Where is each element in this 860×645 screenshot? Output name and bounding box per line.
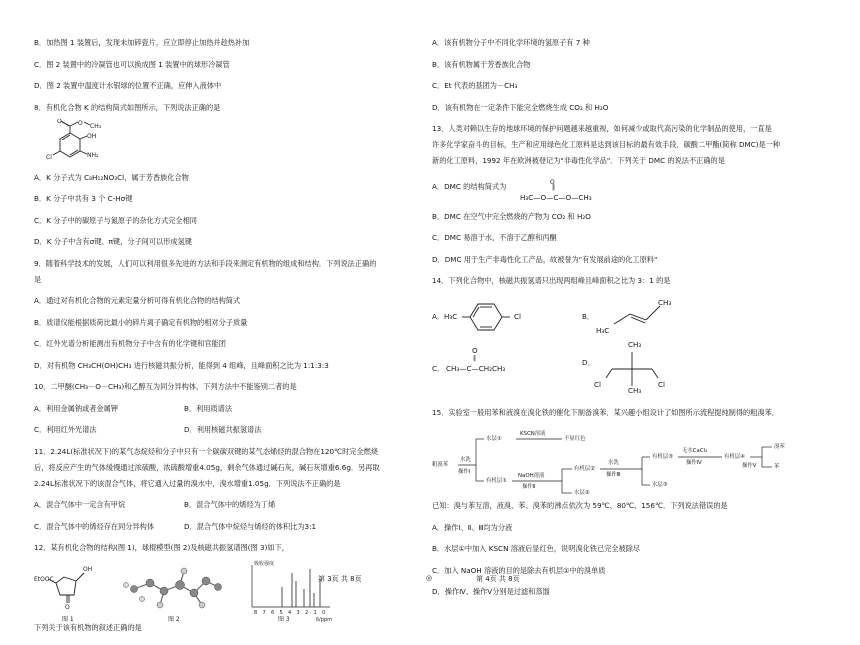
option-line: D．操作Ⅳ、操作Ⅴ分别是过滤和蒸馏 bbox=[432, 587, 550, 596]
q15-flowchart bbox=[432, 429, 822, 501]
flow-op5: 操作Ⅴ bbox=[742, 463, 757, 469]
q14c-double-bond: ‖ bbox=[473, 354, 476, 362]
figure-3-nmr-spectrum bbox=[252, 565, 330, 607]
figure-1-caption: 图 1 bbox=[62, 616, 74, 623]
flow-organic-1: 有机层① bbox=[486, 478, 508, 484]
option-line: B．该有机物属于芳香族化合物 bbox=[432, 59, 531, 69]
option-line: A．操作Ⅰ、Ⅱ、Ⅲ均为分液 bbox=[432, 522, 513, 532]
option-line: D．图 2 装置中温度计水银球的位置不正确，应伸入液体中 bbox=[34, 81, 222, 90]
option-line: B．DMC 在空气中完全燃烧的产物为 CO₂ 和 H₂O bbox=[432, 211, 591, 221]
q14c-formula: CH₃—C—CH₂CH₃ bbox=[446, 363, 506, 373]
option-d: D． bbox=[582, 357, 595, 367]
right-column bbox=[432, 38, 822, 609]
methyl: CH₃ bbox=[90, 122, 102, 130]
flow-wash2: 水洗 bbox=[608, 460, 619, 466]
option-line: B．加热图 1 装置后，发现未加碎瓷片，应立即停止加热并趁热补加 bbox=[34, 38, 250, 47]
option-line: B．K 分子中共有 3 个 C-Hσ键 bbox=[34, 194, 133, 203]
known-info: 已知：溴与苯互溶，液溴、苯、溴苯的沸点依次为 59℃、80℃、156℃．下列说法错误的是 bbox=[432, 501, 728, 510]
benzene-ring bbox=[462, 300, 518, 334]
option-line: A．该有机物分子中不同化学环境的氢原子有 7 种 bbox=[432, 38, 590, 47]
question-15: 15．实验室一般用苯和液溴在溴化铁的催化下制备溴苯．某兴趣小组设计了如图所示流程提纯制得的粗溴苯． bbox=[432, 407, 779, 417]
option-line: C．DMC 易溶于水，不溶于乙醇和丙酮 bbox=[432, 233, 557, 242]
amino: NH₂ bbox=[87, 151, 99, 159]
option-line: C．加入 NaOH 溶液的目的是除去有机层①中的溴单质 bbox=[432, 565, 606, 575]
question-9: 9．随着科学技术的发展，人们可以利用很多先进的方法和手段来测定有机物的组成和结构．下列说法正确的 bbox=[34, 258, 377, 268]
nmr-tick-label: 6 bbox=[271, 610, 275, 616]
question-12-tail: 下列关于该有机物的叙述正确的是 bbox=[34, 623, 142, 632]
option-line: D．对有机物 CH₃CH(OH)CH₃ 进行核磁共振分析，能得到 4 组峰，且峰面积之比为 1:1:3:3 bbox=[34, 360, 329, 370]
left-column bbox=[34, 38, 394, 645]
figure-3-ylabel: 吸收强度 bbox=[254, 561, 275, 567]
option-c: C． bbox=[432, 363, 445, 373]
question-11: 11．2.24L(标准状况下)的某气态烷烃和分子中只有一个碳碳双键的某气态烯烃的混合物在120℃时完全燃烧 bbox=[34, 446, 379, 456]
flow-naoh: NaOH溶液 bbox=[518, 473, 545, 479]
option-line: C．图 2 装置中的冷凝管也可以换成图 1 装置中的球形冷凝管 bbox=[34, 59, 230, 69]
option-line: B．质谱仪能根据质荷比最小的碎片离子确定有机物的相对分子质量 bbox=[34, 317, 248, 327]
flow-end-1: 溴苯 bbox=[774, 444, 785, 450]
ester-o: O bbox=[78, 119, 83, 127]
q14-cd-row bbox=[432, 339, 822, 395]
footer-divider: ◎ bbox=[426, 574, 433, 582]
question-11-line2: 后，将反应产生的气体缓慢通过浓硫酸，浓硫酸增重4.05g，剩余气体通过碱石灰，碱石灰增重6.6g．另再取 bbox=[34, 462, 380, 472]
option-line: B．水层①中加入 KSCN 溶液后显红色，说明溴化铁已完全被除尽 bbox=[432, 544, 641, 553]
q14d-chloro-left: Cl bbox=[594, 379, 602, 389]
q14b-methyl-bottom: H₃C bbox=[596, 325, 610, 335]
page-number-right: 第 4页 共 8页 bbox=[476, 575, 520, 583]
option-a: A．混合气体中一定含有甲烷 bbox=[34, 500, 126, 509]
flow-op1: 水洗 bbox=[460, 457, 471, 463]
options-row bbox=[34, 500, 394, 510]
question-12-figures bbox=[34, 559, 334, 623]
flow-water-3: 水层③ bbox=[652, 482, 668, 488]
option-line: C．K 分子中的碳原子与氮原子的杂化方式完全相同 bbox=[34, 215, 197, 225]
figure-3-caption: 图 3 bbox=[278, 616, 290, 623]
option-a-row bbox=[432, 178, 822, 206]
fig1-etooc: EtOOC bbox=[34, 576, 54, 583]
option-d: D．利用核磁共振氢谱法 bbox=[184, 425, 262, 434]
option-line: C．Et 代表的基团为－CH₃ bbox=[432, 81, 518, 90]
nmr-tick-label: 4 bbox=[288, 610, 292, 616]
nmr-tick-label: 5 bbox=[279, 610, 283, 616]
flow-organic-4: 有机层④ bbox=[724, 454, 746, 460]
hydroxyl: OH bbox=[87, 132, 97, 140]
nmr-tick-label: 3 bbox=[296, 610, 300, 616]
flow-op3: 操作Ⅲ bbox=[606, 472, 621, 478]
flow-red: 不显红色 bbox=[564, 436, 586, 442]
option-line: A．K 分子式为 C₈H₁₂NO₃Cl，属于芳香族化合物 bbox=[34, 172, 189, 182]
question-13-line3: 新的化工原料，1992 年在欧洲被登记为"非毒性化学品"．下列关于 DMC 的说法不正确的是 bbox=[432, 156, 725, 165]
option-a: A．DMC 的结构简式为 bbox=[432, 181, 507, 191]
nmr-tick-label: 0 bbox=[322, 610, 326, 616]
figure-2-model bbox=[134, 571, 218, 605]
question-11-line3: 2.24L标准状况下的该混合气体，将它通入过量的溴水中，溴水增重1.05g．下列说法不正确的是 bbox=[34, 478, 341, 488]
q14a-methyl: H₃C bbox=[444, 311, 458, 321]
figure-3-xunit: δ/ppm bbox=[316, 617, 332, 623]
option-a: A． bbox=[432, 311, 445, 321]
dmc-formula: H₃C—O—C—O—CH₃ bbox=[520, 192, 592, 202]
page-number-left: 第 3页 共 8页 bbox=[318, 575, 362, 583]
carbonyl-o: O bbox=[57, 118, 62, 125]
options-row bbox=[34, 425, 394, 435]
option-line: D．该有机物在一定条件下能完全燃烧生成 CO₂ 和 H₂O bbox=[432, 102, 609, 112]
q14c-carbonyl-o: O bbox=[472, 345, 478, 355]
nmr-tick-label: 2 bbox=[305, 610, 309, 616]
question-8: 8．有机化合物 K 的结构简式如图所示，下列说法正确的是 bbox=[34, 102, 221, 112]
flow-water-2: 水层② bbox=[574, 490, 590, 496]
flow-cacl2: 无水CaCl₂ bbox=[682, 448, 708, 454]
option-a: A．利用金属钠或者金属钾 bbox=[34, 403, 118, 413]
q14d-methyl-bottom: CH₃ bbox=[628, 385, 642, 395]
options-row bbox=[34, 522, 394, 532]
question-14: 14．下列化合物中，核磁共振氢谱只出现两组峰且峰面积之比为 3：1 的是 bbox=[432, 276, 671, 285]
option-line: D．DMC 用于生产非毒性化工产品，故被誉为"有发展前途的化工原料" bbox=[432, 254, 658, 264]
flow-op2: 操作Ⅱ bbox=[522, 484, 536, 490]
fig1-o: O bbox=[65, 604, 70, 611]
nmr-tick-label: 1 bbox=[313, 610, 317, 616]
dmc-double-bond: ‖ bbox=[552, 183, 555, 191]
options-row bbox=[34, 404, 394, 414]
option-c: C．利用红外光谱法 bbox=[34, 425, 97, 434]
question-13-line2: 许多化学家奋斗的目标，生产和应用绿色化工原料是达到该目标的最有效手段．碳酸二甲酯(简称 DMC)是一种 bbox=[432, 140, 781, 149]
flow-water-1: 水层① bbox=[486, 436, 502, 442]
compound-k-structure bbox=[38, 119, 128, 171]
dmc-carbonyl-o: O bbox=[550, 178, 555, 186]
option-line: D．K 分子中含有σ键、π键，分子间可以形成氢键 bbox=[34, 237, 192, 246]
option-line: A．通过对有机化合物的元素定量分析可得有机化合物的结构简式 bbox=[34, 296, 241, 305]
flow-op1-label: 操作Ⅰ bbox=[458, 469, 471, 475]
question-13: 13．人类对赖以生存的地球环境的保护问题越来越重视，如何减少或取代高污染的化学制品的使用，一直是 bbox=[432, 124, 772, 133]
nmr-tick-label: 7 bbox=[262, 610, 266, 616]
flow-op4: 操作Ⅳ bbox=[686, 460, 702, 466]
q14d-methyl-top: CH₃ bbox=[628, 339, 642, 349]
fig1-oh: OH bbox=[83, 566, 93, 573]
q14-ab-row bbox=[432, 298, 822, 338]
option-line: C．红外光谱分析能测出有机物分子中含有的化学键和官能团 bbox=[34, 339, 226, 348]
flow-end-2: 苯 bbox=[774, 464, 780, 470]
nmr-tick-label: 8 bbox=[254, 610, 258, 616]
flow-organic-2: 有机层② bbox=[574, 466, 596, 472]
flow-start: 粗溴苯 bbox=[432, 462, 449, 468]
option-b: B． bbox=[582, 311, 595, 321]
q14a-chloro: Cl bbox=[514, 311, 522, 321]
question-10: 10．二甲醚(CH₃－O－CH₃)和乙醇互为同分异构体，下列方法中不能鉴别二者的是 bbox=[34, 382, 297, 391]
question-9-tail: 是 bbox=[34, 274, 42, 284]
q14b-methyl-top: CH₃ bbox=[658, 297, 672, 307]
figure-2-caption: 图 2 bbox=[168, 616, 180, 623]
flow-organic-3: 有机层③ bbox=[652, 454, 674, 460]
option-c: C．混合气体中的烯烃存在同分异构体 bbox=[34, 521, 155, 531]
chloro: Cl bbox=[46, 153, 52, 161]
option-b: B．利用质谱法 bbox=[184, 403, 233, 413]
option-d: D．混合气体中烷烃与烯烃的体积比为3:1 bbox=[184, 521, 317, 531]
question-12: 12．某有机化合物的结构(图 1)，球棍模型(图 2)及核磁共振氢谱图(图 3)如下， bbox=[34, 543, 289, 552]
flow-kscn: KSCN溶液 bbox=[520, 431, 546, 437]
q14d-chloro-right: Cl bbox=[658, 379, 666, 389]
option-b: B．混合气体中的烯烃为丁烯 bbox=[184, 500, 276, 509]
